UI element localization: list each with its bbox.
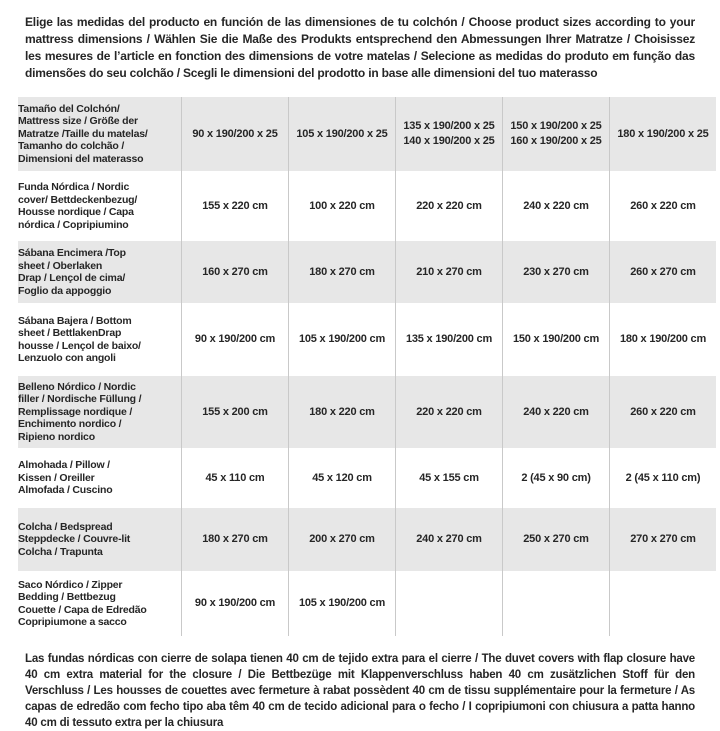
size-cell: 155 x 220 cm — [182, 171, 289, 241]
size-cell: 90 x 190/200 cm — [182, 571, 289, 636]
row-label: Sábana Encimera /Top sheet / Oberlaken Drap / Lençol de cima/ Foglio da appoggio — [18, 247, 126, 297]
size-cell: 45 x 155 cm — [396, 448, 503, 508]
size-cell: 260 x 220 cm — [610, 376, 717, 448]
size-cell: 180 x 270 cm — [182, 508, 289, 571]
size-cell: 230 x 270 cm — [503, 241, 610, 303]
footnote-text: Las fundas nórdicas con cierre de solapa tienen 40 cm de tejido extra para el cierre / The duvet covers with flap closure have 40 cm extra material for the closure / Die Bettbezüge mit Klappenverschluss haben 40 cm zusätzlichen Stoff für den Verschluss / Les housses de couettes avec fermeture à rabat possèdent 40 cm de tissu supplémentaire pour la fermeture / As capas de edredão com fecho tipo aba têm 40 cm de tecido adicional para o fecho / I copripiumoni con chiusura a patta hanno 40 cm di tessuto extra per la chiusura — [25, 653, 695, 729]
row-label: Colcha / Bedspread Steppdecke / Couvre-lit Colcha / Trapunta — [18, 520, 131, 558]
size-table — [18, 97, 716, 636]
size-cell: 260 x 270 cm — [610, 241, 717, 303]
size-cell: 100 x 220 cm — [289, 171, 396, 241]
size-cell: 210 x 270 cm — [396, 241, 503, 303]
row-label: Sábana Bajera / Bottom sheet / BettlakenDrap housse / Lençol de baixo/ Lenzuolo con angoli — [18, 314, 141, 364]
size-cell: 90 x 190/200 cm — [182, 303, 289, 376]
size-cell: 135 x 190/200 cm — [396, 303, 503, 376]
row-label: Almohada / Pillow / Kissen / Oreiller Almofada / Cuscino — [18, 459, 113, 497]
size-cell: 45 x 120 cm — [289, 448, 396, 508]
size-cell: 270 x 270 cm — [610, 508, 717, 571]
row-label: Saco Nórdico / Zipper Bedding / Bettbezug Couette / Capa de Edredão Copripiumone a sacco — [18, 578, 147, 628]
size-cell: 180 x 270 cm — [289, 241, 396, 303]
table-row — [18, 303, 716, 376]
size-cell — [503, 571, 610, 636]
size-cell: 240 x 220 cm — [503, 376, 610, 448]
size-cell — [396, 571, 503, 636]
size-cell: 105 x 190/200 x 25 — [289, 97, 396, 171]
size-cell: 180 x 220 cm — [289, 376, 396, 448]
size-cell: 2 (45 x 90 cm) — [503, 448, 610, 508]
row-label: Funda Nórdica / Nordic cover/ Bettdeckenbezug/ Housse nordique / Capa nórdica / Copripiumino — [18, 181, 138, 231]
intro-text: Elige las medidas del producto en función de las dimensiones de tu colchón / Choose product sizes according to your mattress dimensions / Wählen Sie die Maße des Produkts entsprechend den Abmessungen Ihrer Matratze / Choisissez les mesures de l’article en fonction des dimensions de votre matelas / Selecione as medidas do produto em função das dimensões do seu colchão / Scegli le dimensioni del prodotto in base alle dimensioni del tuo materasso — [25, 15, 695, 80]
size-cell: 180 x 190/200 x 25 — [610, 97, 717, 171]
size-cell: 90 x 190/200 x 25 — [182, 97, 289, 171]
row-label: Tamaño del Colchón/ Mattress size / Größe der Matratze /Taille du matelas/ Tamanho do colchão / Dimensioni del materasso — [18, 102, 148, 165]
size-cell: 250 x 270 cm — [503, 508, 610, 571]
size-cell: 240 x 220 cm — [503, 171, 610, 241]
row-label: Belleno Nórdico / Nordic filler / Nordische Füllung / Remplissage nordique / Enchimento nordico / Ripieno nordico — [18, 380, 142, 443]
size-cell: 240 x 270 cm — [396, 508, 503, 571]
size-cell: 200 x 270 cm — [289, 508, 396, 571]
table-row — [18, 508, 716, 571]
size-cell: 160 x 270 cm — [182, 241, 289, 303]
size-cell: 105 x 190/200 cm — [289, 571, 396, 636]
size-cell: 260 x 220 cm — [610, 171, 717, 241]
table-row — [18, 97, 716, 171]
size-cell: 155 x 200 cm — [182, 376, 289, 448]
size-cell: 150 x 190/200 cm — [503, 303, 610, 376]
size-cell: 2 (45 x 110 cm) — [610, 448, 717, 508]
size-cell: 135 x 190/200 x 25 140 x 190/200 x 25 — [396, 97, 503, 171]
size-cell: 220 x 220 cm — [396, 376, 503, 448]
table-row — [18, 448, 716, 508]
size-cell: 220 x 220 cm — [396, 171, 503, 241]
size-cell: 150 x 190/200 x 25 160 x 190/200 x 25 — [503, 97, 610, 171]
table-row — [18, 571, 716, 636]
table-row — [18, 376, 716, 448]
size-cell: 105 x 190/200 cm — [289, 303, 396, 376]
size-cell: 45 x 110 cm — [182, 448, 289, 508]
table-row — [18, 241, 716, 303]
size-table-body — [18, 97, 716, 636]
size-cell: 180 x 190/200 cm — [610, 303, 717, 376]
table-row — [18, 171, 716, 241]
size-cell — [610, 571, 717, 636]
